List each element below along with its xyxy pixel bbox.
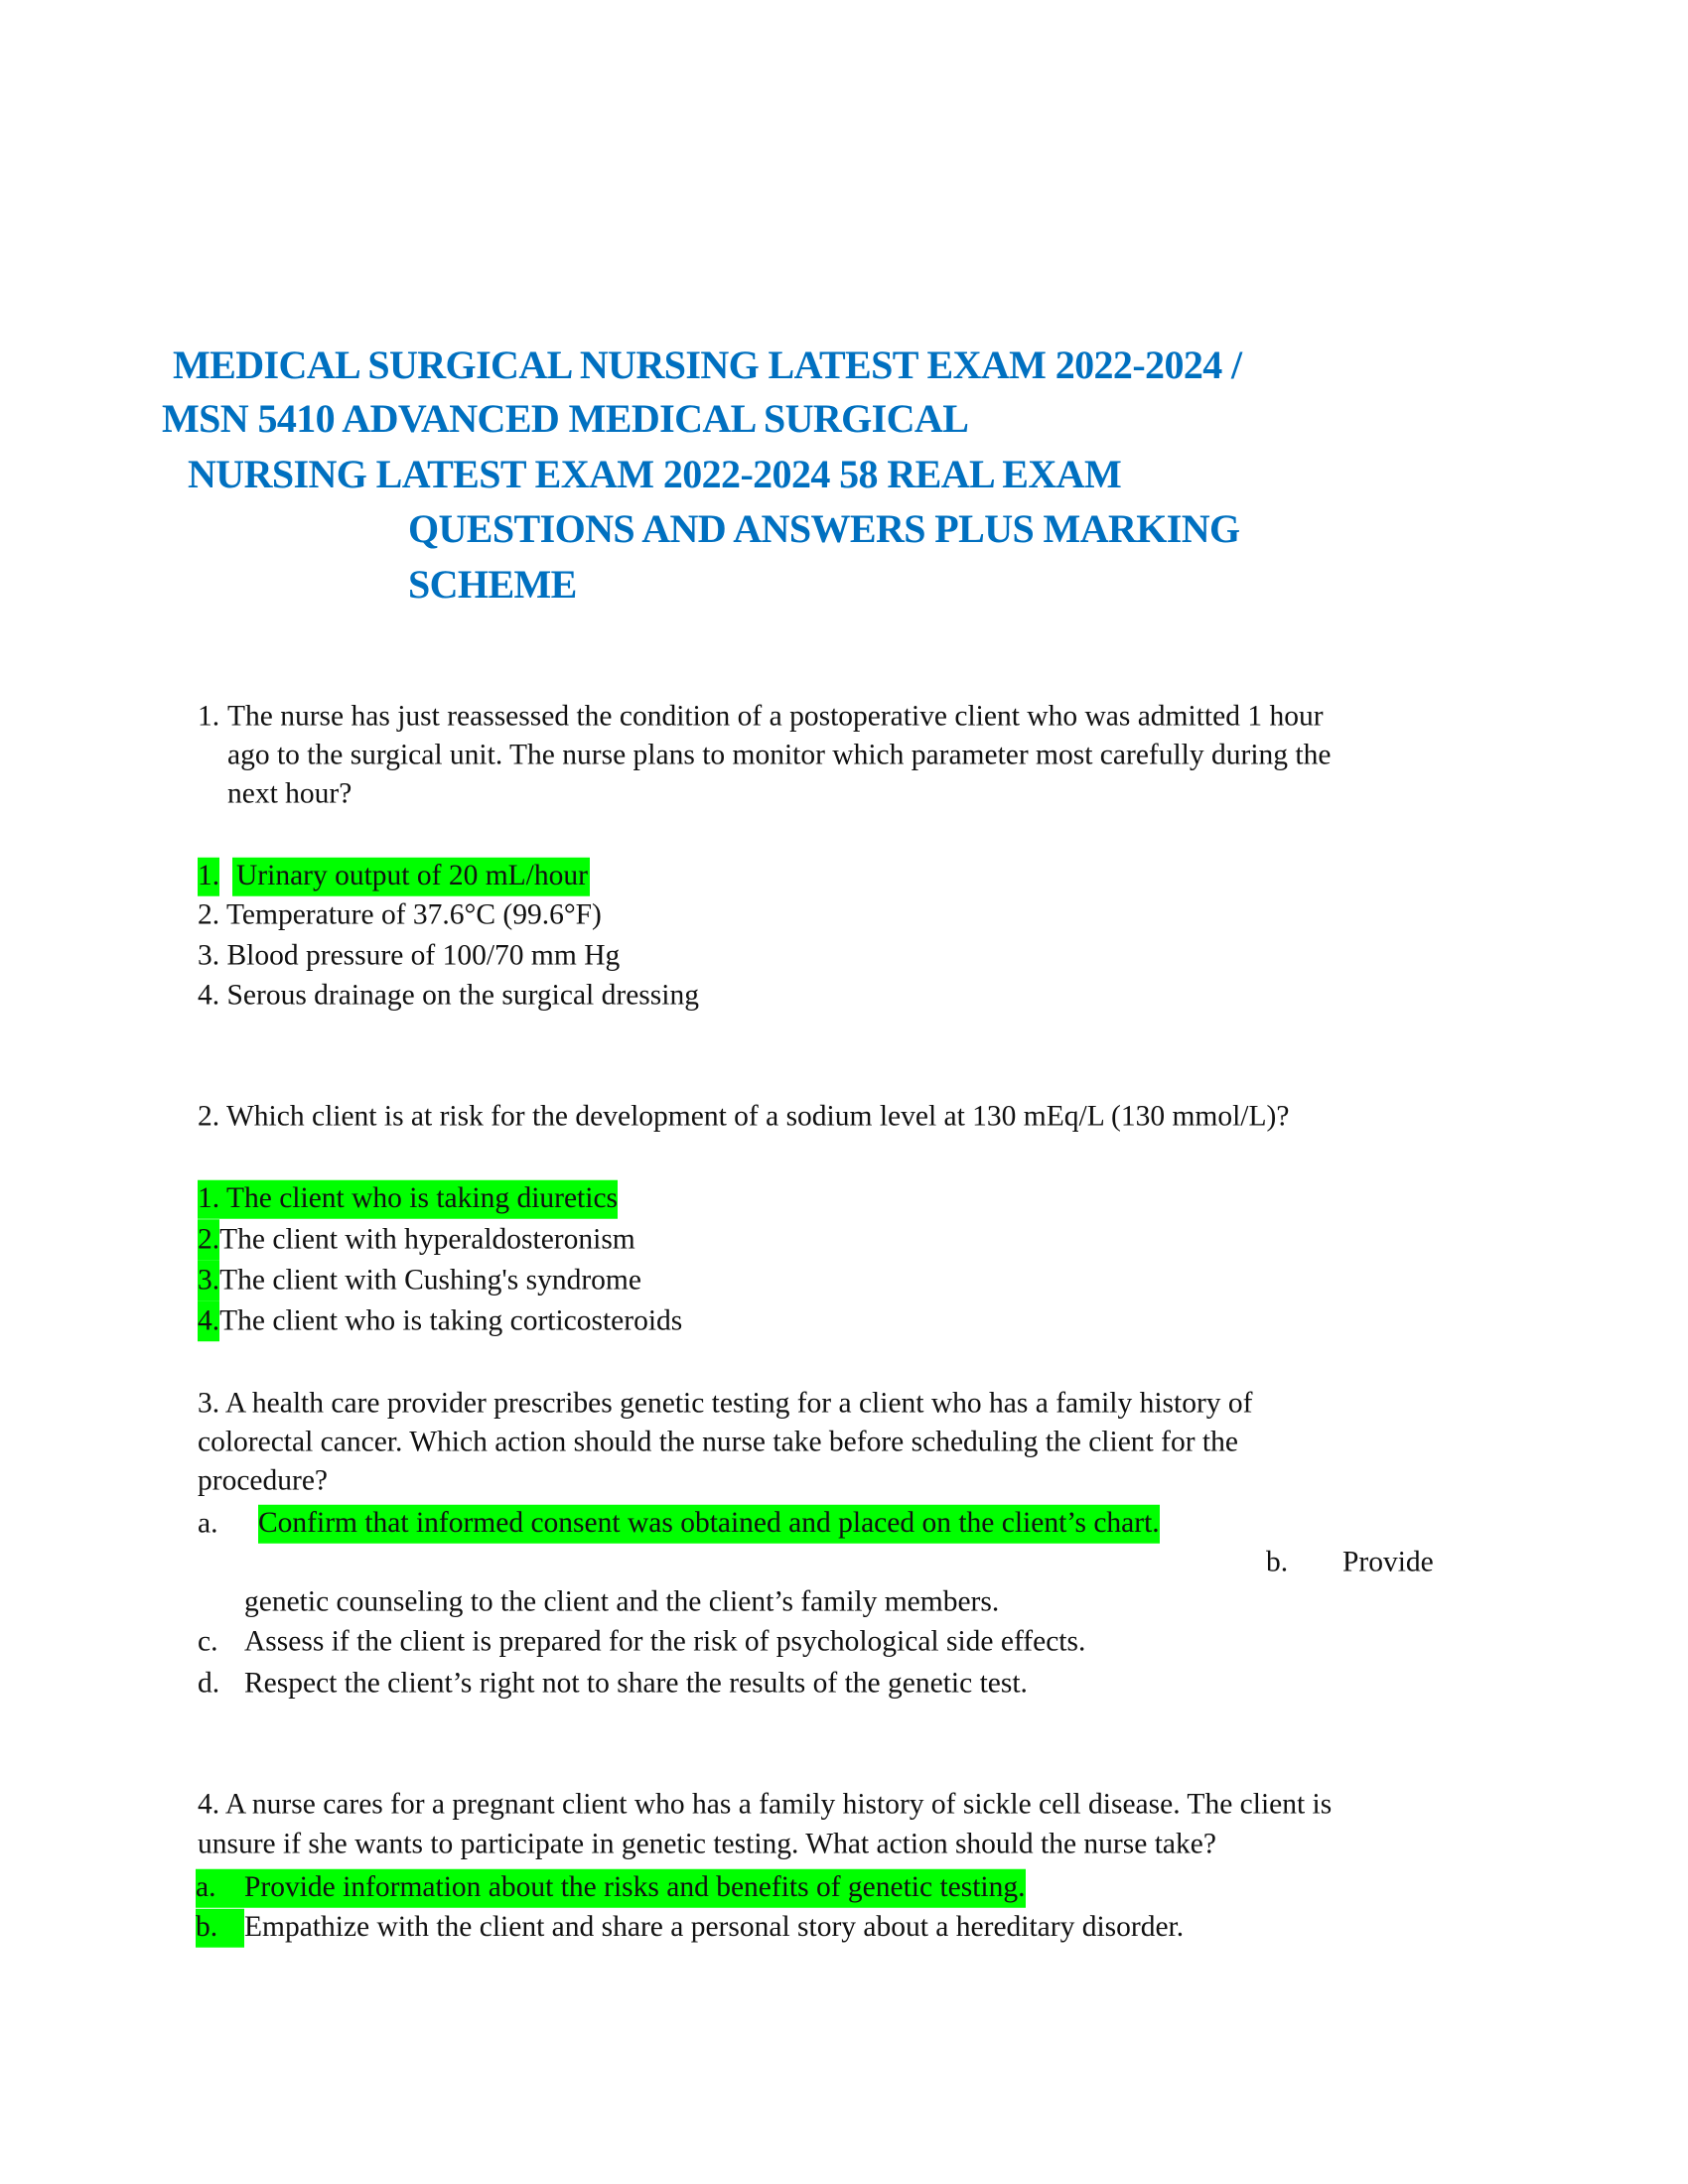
option-marker: b. [196,1909,244,1948]
title-line-5: SCHEME [408,562,577,607]
question-number: 2. [198,1100,220,1133]
question-text [198,1102,1289,1132]
option-text: The client who is taking diuretics [225,1181,619,1214]
option-marker: 2. [198,898,220,931]
option-marker: 2. [198,1219,219,1260]
title-line-2: MSN 5410 ADVANCED MEDICAL SURGICAL [162,396,969,441]
question-number: 3. [198,1387,220,1420]
question-text: ago to the surgical unit. The nurse plans to monitor which parameter most carefully during the [227,739,1332,771]
question-line: colorectal cancer. Which action should the nurse take before scheduling the client for the [198,1426,1238,1458]
question-text: next hour? [227,777,352,810]
option-text: Provide [1342,1546,1434,1578]
option-marker: 3. [198,1260,219,1300]
question-text [198,1389,1252,1419]
option-text: Serous drainage on the surgical dressing [226,979,699,1012]
option [198,981,699,1011]
option [198,1306,682,1336]
option-text: Temperature of 37.6°C (99.6°F) [225,898,602,931]
option-marker: 3. [198,939,220,972]
option [198,1266,641,1296]
option-correct [196,1869,1026,1908]
option [198,1225,635,1255]
question-text [198,1790,1332,1820]
option [198,900,602,930]
title-line-1: MEDICAL SURGICAL NURSING LATEST EXAM 2022-2024 / [173,342,1242,387]
option-marker: a. [196,1870,216,1903]
title-line-3: NURSING LATEST EXAM 2022-2024 58 REAL EXAM [188,452,1122,496]
question-line: procedure? [198,1464,329,1497]
option-text: Respect the client’s right not to share the results of the genetic test. [244,1667,1028,1700]
option-text: Provide information about the risks and benefits of genetic testing. [244,1870,1026,1903]
option-text: Empathize with the client and share a personal story about a hereditary disorder. [244,1910,1185,1943]
option-marker: d. [198,1667,220,1700]
option-marker-correct: 1. [198,858,219,896]
option-marker: a. [198,1507,218,1540]
question-number: 4. [198,1788,220,1821]
option-marker: c. [198,1625,218,1658]
question-text: The nurse has just reassessed the condition of a postoperative client who was admitted 1 hour [227,700,1324,733]
option-correct [198,1180,618,1219]
option [198,941,620,971]
question-line: Which client is at risk for the development of a sodium level at 130 mEq/L (130 mmol/L)? [225,1100,1290,1133]
question-line: A nurse cares for a pregnant client who has a family history of sickle cell disease. The client is [224,1788,1333,1821]
question-line: unsure if she wants to participate in genetic testing. What action should the nurse take? [198,1828,1216,1860]
option-text-correct: Confirm that informed consent was obtained and placed on the client’s chart. [258,1505,1160,1544]
title-line-4: QUESTIONS AND ANSWERS PLUS MARKING [408,506,1240,551]
option-text: The client who is taking corticosteroids [219,1304,683,1337]
option-text-continuation: genetic counseling to the client and the client’s family members. [244,1585,1000,1618]
option-marker: b. [1266,1546,1289,1578]
option-text: Assess if the client is prepared for the risk of psychological side effects. [244,1625,1086,1658]
option-text-correct: Urinary output of 20 mL/hour [232,858,590,896]
question-line: A health care provider prescribes genetic testing for a client who has a family history of [224,1387,1253,1420]
option [196,1909,1184,1948]
option-text: Blood pressure of 100/70 mm Hg [226,939,621,972]
option-text: The client with hyperaldosteronism [219,1223,635,1256]
question-number: 1. [198,700,220,733]
option-marker: 1. [198,1181,220,1214]
option-text: The client with Cushing's syndrome [219,1264,641,1297]
option-marker: 4. [198,979,220,1012]
option-marker: 4. [198,1300,219,1341]
